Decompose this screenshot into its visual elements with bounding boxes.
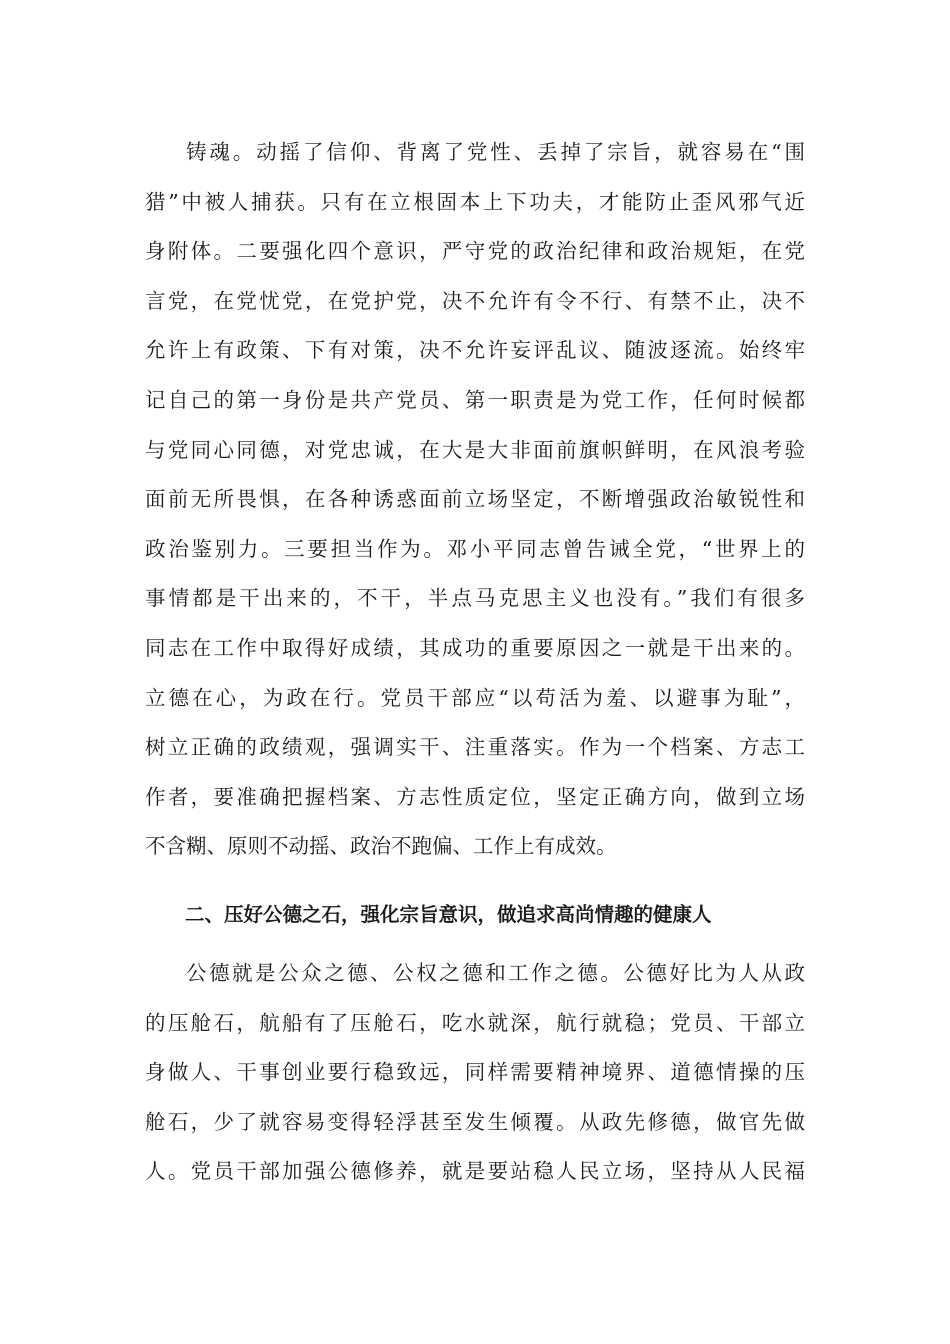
text-line: 身附体。二要强化四个意识，严守党的政治纪律和政治规矩，在党 [145, 239, 805, 264]
paragraph-2 [145, 949, 805, 1197]
text-line: 事情都是干出来的，不干，半点马克思主义也没有。”我们有很多 [145, 586, 805, 611]
text-line: 记自己的第一身份是共产党员、第一职责是为党工作，任何时候都 [145, 387, 805, 412]
text-line: 身做人、干事创业要行稳致远，同样需要精神境界、道德情操的压 [145, 1060, 805, 1085]
text-line: 允许上有政策、下有对策，决不允许妄评乱议、随波逐流。始终牢 [145, 338, 805, 363]
text-line: 面前无所畏惧，在各种诱惑面前立场坚定，不断增强政治敏锐性和 [145, 487, 805, 512]
text-line: 人。党员干部加强公德修养，就是要站稳人民立场，坚持从人民福 [145, 1159, 805, 1184]
text-line: 政治鉴别力。三要担当作为。邓小平同志曾告诫全党，“世界上的 [145, 536, 805, 561]
text-line: 立德在心，为政在行。党员干部应“以苟活为羞、以避事为耻”， [145, 685, 805, 710]
text-line: 猎”中被人捕获。只有在立根固本上下功夫，才能防止歪风邪气近 [145, 189, 805, 214]
text-line: 言党，在党忧党，在党护党，决不允许有令不行、有禁不止，决不 [145, 288, 805, 313]
text-line: 铸魂。动摇了信仰、背离了党性、丢掉了宗旨，就容易在“围 [186, 140, 805, 164]
text-line: 的压舱石，航船有了压舱石，吃水就深，航行就稳；党员、干部立 [145, 1010, 805, 1035]
paragraph-1 [145, 128, 805, 872]
text-line: 同志在工作中取得好成绩，其成功的重要原因之一就是干出来的。 [145, 635, 805, 660]
text-line: 与党同心同德，对党忠诚，在大是大非面前旗帜鲜明，在风浪考验 [145, 437, 805, 462]
text-line: 公德就是公众之德、公权之德和工作之德。公德好比为人从政 [186, 961, 805, 985]
text-line: 不含糊、原则不动摇、政治不跑偏、工作上有成效。 [145, 834, 617, 859]
section-heading: 二、压好公德之石，强化宗旨意识，做追求高尚情趣的健康人 [185, 903, 712, 926]
text-line: 作者，要准确把握档案、方志性质定位，坚定正确方向，做到立场 [145, 784, 805, 809]
text-line: 舱石，少了就容易变得轻浮甚至发生倾覆。从政先修德，做官先做 [145, 1109, 805, 1134]
text-line: 树立正确的政绩观，强调实干、注重落实。作为一个档案、方志工 [145, 735, 805, 760]
